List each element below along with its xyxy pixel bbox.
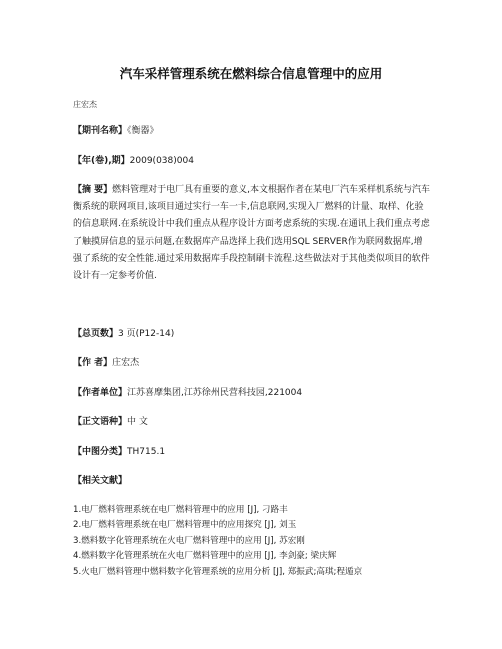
language-field <box>73 414 431 431</box>
classification-field <box>73 444 431 461</box>
reference-item: 1.电厂燃料管理系统在电厂燃料管理中的应用 [J], 刁路丰 <box>73 505 288 515</box>
author-label: 【作 者】 <box>73 358 113 368</box>
classification-label: 【中图分类】 <box>73 447 128 457</box>
reference-item: 5.火电厂燃料管理中燃料数字化管理系统的应用分析 [J], 郑振武;高琪;程遁京 <box>73 566 363 577</box>
reference-item: 4.燃料数字化管理系统在火电厂燃料管理中的应用 [J], 李剑豪; 梁庆辉 <box>73 551 337 562</box>
language-label: 【正文语种】 <box>73 417 128 427</box>
journal-label: 【期刊名称】 <box>73 126 128 136</box>
document-title: 汽车采样管理系统在燃料综合信息管理中的应用 <box>119 66 383 81</box>
reference-item: 2.电厂燃料管理系统在电厂燃料管理中的应用探究 [J], 刘玉 <box>73 520 297 531</box>
journal-value: 《衡器》 <box>127 126 159 136</box>
classification-value: TH715.1 <box>127 447 166 457</box>
journal-field <box>73 123 431 140</box>
author-byline: 庄宏杰 <box>73 100 97 109</box>
abstract-field <box>73 182 431 285</box>
reference-item: 3.燃料数字化管理系统在火电厂燃料管理中的应用 [J], 苏宏刚 <box>73 535 305 546</box>
pages-label: 【总页数】 <box>73 329 119 339</box>
year-issue-label: 【年(卷),期】 <box>73 156 130 166</box>
affiliation-field <box>73 385 431 402</box>
related-label: 【相关文献】 <box>73 476 128 486</box>
author-value: 庄宏杰 <box>112 358 140 368</box>
author-field <box>73 355 431 372</box>
pages-field <box>73 326 431 343</box>
related-heading <box>73 473 431 490</box>
pages-value: 3 页(P12-14) <box>118 329 175 339</box>
references-list <box>73 503 453 580</box>
abstract-text: 燃料管理对于电厂具有重要的意义,本文根据作者在某电厂汽车采样机系统与汽车衡系统的联网项目,该项目通过实行一车一卡,信息联网,实现入厂燃料的计量、取样、化验的信息联网.在系统设计中我们重点从程序设计方面考虑系统的实现.在通讯上我们重点考虑了触摸屏信息的显示问题,在数据库产品选择上我们选用SQL SERVER作为联网数据库,增强了系统的安全性能.通过采用数据库手段控制刷卡流程.这些做法对于其他类似项目的软件设计有一定参考价值. <box>73 185 431 282</box>
year-issue-field <box>73 153 431 170</box>
affiliation-label: 【作者单位】 <box>73 388 128 398</box>
year-issue-value: 2009(038)004 <box>129 156 194 166</box>
abstract-label: 【摘 要】 <box>73 185 113 195</box>
affiliation-value: 江苏喜摩集团,江苏徐州民营科技园,221004 <box>127 388 303 398</box>
language-value: 中 文 <box>127 417 148 427</box>
